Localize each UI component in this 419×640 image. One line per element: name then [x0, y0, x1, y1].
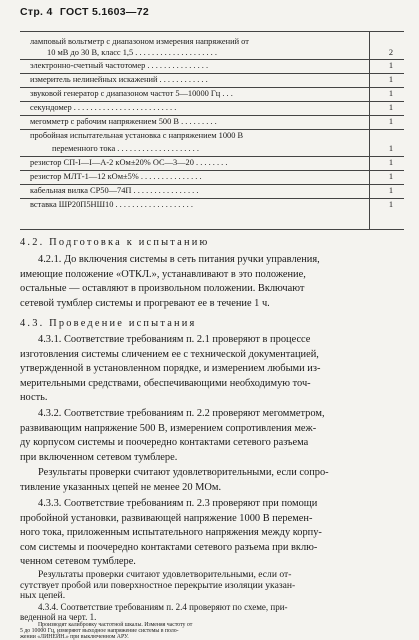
equipment-name: кабельная вилка СР50—74П . . . . . . . . . . . . . . . . [30, 186, 199, 195]
equipment-name: ламповый вольтметр с диапазоном измерения напряжений от [30, 37, 249, 46]
paragraph-4-3-2: 4.3.2. Соответствие требованиям п. 2.2 проверяют мегомметром, развивающим напряжение 500 В, измерением сопротивления меж- ду корпусом системы и поочередно контактами сетевого разъема при включенном сетевом тумблере. [20, 408, 325, 463]
paragraph-4-3-3-result: Результаты проверки считают удовлетворительными, если от- сутствует пробой или поверхностное перекрытие изоляции указан- ных цепей. [20, 569, 296, 601]
equipment-name: переменного тока . . . . . . . . . . . . . . . . . . . . [52, 144, 199, 153]
table-row-rule [20, 115, 404, 116]
standard-code: ГОСТ 5.1603—72 [59, 6, 149, 18]
equipment-quantity: 1 [388, 89, 393, 98]
table-row-rule [20, 73, 404, 74]
table-row-rule [20, 156, 404, 157]
equipment-quantity: 1 [388, 172, 393, 181]
paragraph-4-3-4-calibration: Производят калибровку частотной шкалы. Изменяя частоту от 5 до 10000 Гц, измеряют выходное напряжение системы в поло- жении «ЛИНЕЙН.» при выключенном АРУ. [20, 622, 193, 640]
page-header [20, 6, 153, 18]
section-4-2-heading: 4.2. Подготовка к испытанию [20, 237, 210, 248]
equipment-name: электронно-счетный частотомер . . . . . . . . . . . . . . . [30, 61, 209, 70]
equipment-name: секундомер . . . . . . . . . . . . . . . . . . . . . . . . . [30, 103, 177, 112]
equipment-quantity: 1 [388, 186, 393, 195]
page-number: Стр. 4 [20, 6, 53, 18]
equipment-quantity: 1 [388, 158, 393, 167]
equipment-name: 10 мВ до 30 В, класс 1,5 . . . . . . . . . . . . . . . . . . . . [47, 48, 217, 57]
equipment-quantity: 1 [388, 75, 393, 84]
equipment-quantity: 1 [388, 61, 393, 70]
table-top-rule [20, 31, 404, 32]
equipment-name: резистор МЛТ-1—12 кОм±5% . . . . . . . . . . . . . . . [30, 172, 202, 181]
paragraph-4-3-3: 4.3.3. Соответствие требованиям п. 2.3 проверяют при помощи пробойной установки, развивающей напряжение 1000 В перемен- ного тока, приложенным испытательного напряжения между корпу- сом системы и поочередно контактами сетевого разъема при вклю- ченном сетевом тумблере. [20, 498, 322, 567]
table-row-rule [20, 170, 404, 171]
equipment-name: резистор СП-І—І—А-2 кОм±20% ОС—3—20 . . . . . . . . [30, 158, 228, 167]
table-row-rule [20, 59, 404, 60]
table-row-rule [20, 184, 404, 185]
paragraph-4-3-2-result: Результаты проверки считают удовлетворительными, если сопро- тивление указанных цепей не менее 20 МОм. [20, 467, 329, 493]
equipment-quantity: 1 [388, 117, 393, 126]
equipment-quantity: 1 [388, 144, 393, 153]
equipment-name: измеритель нелинейных искажений . . . . . . . . . . . . [30, 75, 208, 84]
table-row-rule [20, 198, 404, 199]
equipment-name: мегомметр с рабочим напряжением 500 В . . . . . . . . . [30, 117, 217, 126]
table-bottom-rule [20, 229, 404, 230]
table-row-rule [20, 129, 404, 130]
section-4-3-heading: 4.3. Проведение испытания [20, 318, 197, 329]
paragraph-4-3-1: 4.3.1. Соответствие требованиям п. 2.1 проверяют в процессе изготовления системы сличением ее с технической документацией, утвержденной в установленном порядке, и измерением любыми из- мерительными средствами, обеспечивающими необходимую точ- ность. [20, 334, 321, 403]
paragraph-4-3-4: 4.3.4. Соответствие требованиям п. 2.4 проверяют по схеме, при- веденной на черт. 1. [20, 602, 288, 622]
equipment-name: пробойная испытательная установка с напряжением 1000 В [30, 131, 244, 140]
equipment-quantity: 1 [388, 200, 393, 209]
table-column-rule [369, 32, 370, 229]
table-row-rule [20, 101, 404, 102]
equipment-name: звуковой генератор с диапазоном частот 5—10000 Гц . . . [30, 89, 233, 98]
equipment-quantity: 2 [388, 48, 393, 57]
table-row-rule [20, 87, 404, 88]
equipment-quantity: 1 [388, 103, 393, 112]
equipment-name: вставка ШР20П5НШ10 . . . . . . . . . . . . . . . . . . . [30, 200, 193, 209]
paragraph-4-2-1: 4.2.1. До включения системы в сеть питания ручки управления, имеющие положение «ОТКЛ.», устанавливают в это положение, остальные — оставляют в произвольном положении. Включают сетевой тумблер системы и прогревают ее в течение 1 ч. [20, 254, 320, 309]
